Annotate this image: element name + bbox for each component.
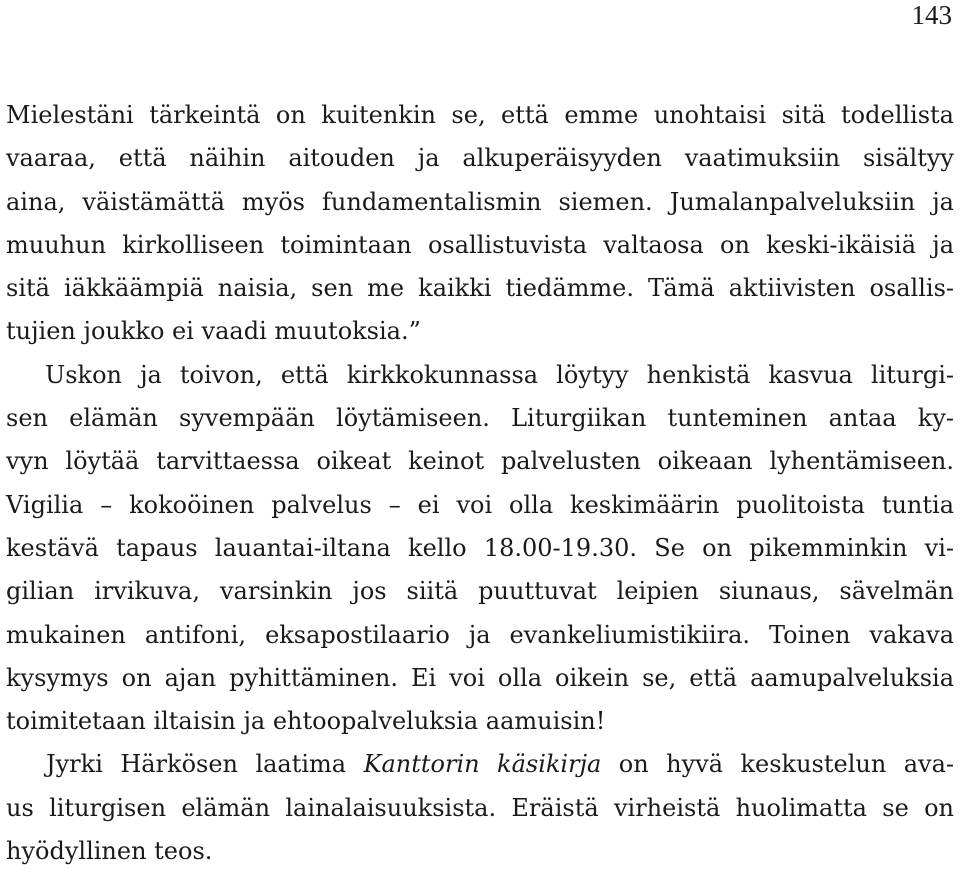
text-line [6,743,954,786]
text-line: mukainen antifoni, eksapostilaario ja evankeliumistikiira. Toinen vakava [6,620,954,649]
text-line: tujien joukko ei vaadi muutoksia.” [6,317,421,346]
paragraph-1 [6,94,954,354]
text-line: us liturgisen elämän lainalaisuuksista. Eräistä virheistä huolimatta se on [6,793,954,822]
book-title: Kanttorin käsikirja [363,750,602,779]
text-line: vaaraa, että näihin aitouden ja alkuperäisyyden vaatimuksiin sisältyy [6,144,954,173]
text-line: sen elämän syvempään löytämiseen. Liturgiikan tunteminen antaa ky- [6,404,954,433]
text-segment: Jyrki Härkösen laatima [46,750,364,779]
text-line: hyödyllinen teos. [6,837,213,866]
text-line: Mielestäni tärkeintä on kuitenkin se, että emme unohtaisi sitä todellista [6,101,954,129]
text-line: toimitetaan iltaisin ja ehtoopalveluksia aamuisin! [6,707,606,736]
paragraph-2 [6,354,954,744]
text-line: Vigilia – kokoöinen palvelus – ei voi olla keskimäärin puolitoista tuntia [6,490,954,519]
text-line: kysymys on ajan pyhittäminen. Ei voi olla oikein se, että aamupalveluksia [6,663,954,692]
page-number: 143 [911,0,952,30]
text-segment: on hyvä keskustelun ava- [601,750,955,779]
text-line: kestävä tapaus lauantai-iltana kello 18.00-19.30. Se on pikemminkin vi- [6,533,954,562]
text-line: Uskon ja toivon, että kirkkokunnassa löytyy henkistä kasvua liturgi- [45,360,954,389]
text-line: muuhun kirkolliseen toimintaan osallistuvista valtaosa on keski-ikäisiä ja [6,230,954,259]
text-line: vyn löytää tarvittaessa oikeat keinot palvelusten oikeaan lyhentämiseen. [6,447,954,476]
text-line: aina, väistämättä myös fundamentalismin siemen. Jumalanpalveluksiin ja [6,187,954,216]
body-text [6,94,954,873]
text-line: sitä iäkkäämpiä naisia, sen me kaikki tiedämme. Tämä aktiivisten osallis- [6,274,954,303]
text-line: gilian irvikuva, varsinkin jos siitä puuttuvat leipien siunaus, sävelmän [6,577,954,606]
